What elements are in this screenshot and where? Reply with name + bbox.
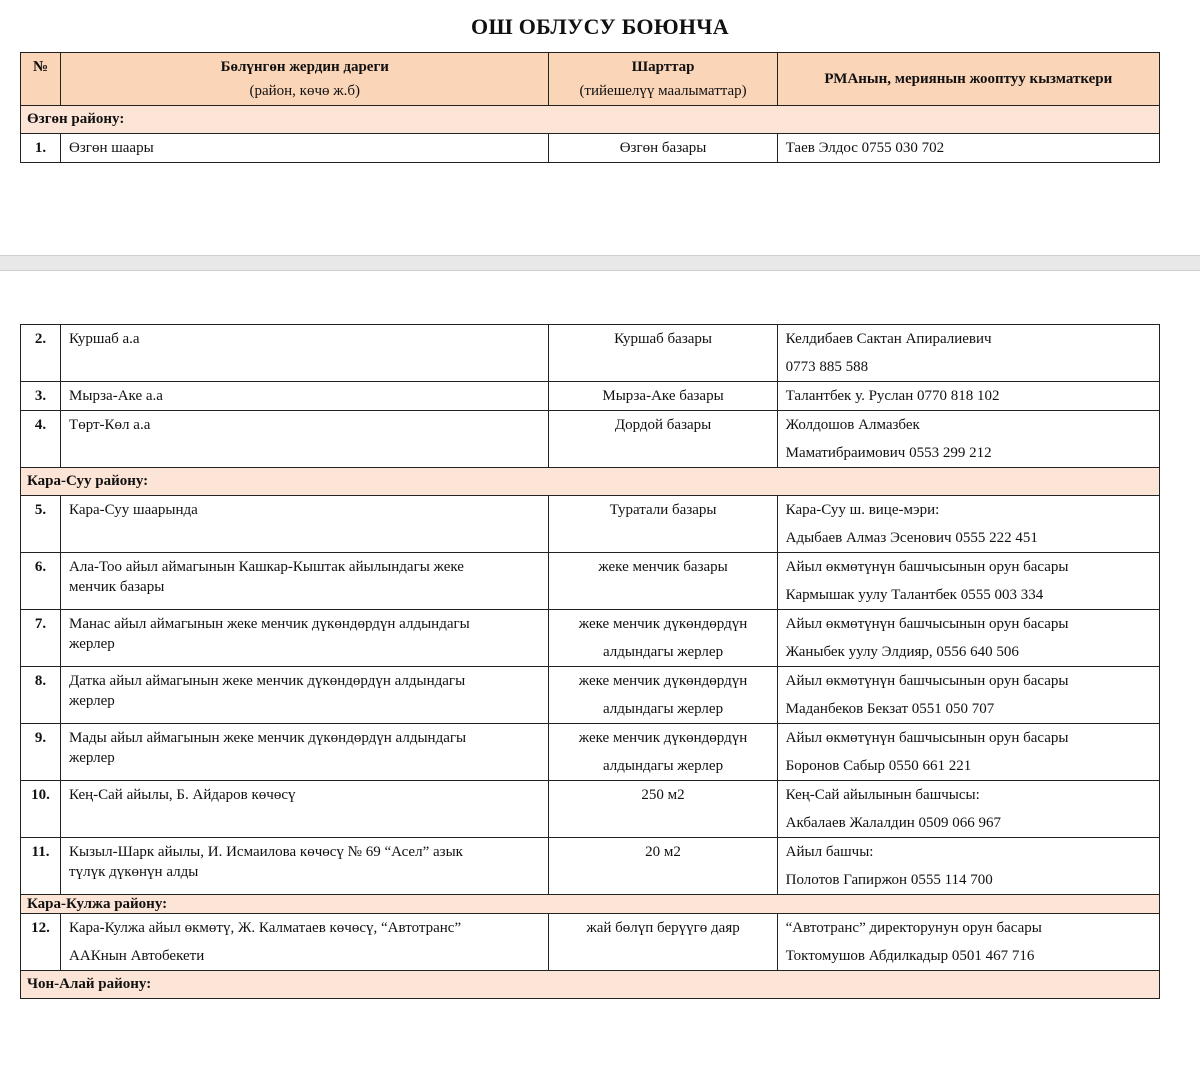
row-place: Төрт-Көл а.а — [61, 411, 549, 468]
row-place: Кең-Сай айылы, Б. Айдаров көчөсү — [61, 781, 549, 838]
row-conditions: Туратали базары — [549, 496, 777, 553]
row-place: Кызыл-Шарк айылы, И. Исмаилова көчөсү № 69 “Асел” азык түлүк дүкөнүн алды — [61, 838, 549, 895]
row-conditions: жеке менчик дүкөндөрдүн алдындагы жерлер — [549, 667, 777, 724]
table-row — [21, 134, 1160, 163]
row-place: Манас айыл аймагынын жеке менчик дүкөндөрдүн алдындагы жерлер — [61, 610, 549, 667]
district-row — [21, 106, 1160, 134]
row-number: 5. — [21, 496, 61, 553]
row-contact: Айыл өкмөтүнүн башчысынын орун басары Маданбеков Бекзат 0551 050 707 — [777, 667, 1159, 724]
row-conditions: 250 м2 — [549, 781, 777, 838]
row-number: 3. — [21, 382, 61, 411]
header-place: Бөлүнгөн жердин дареги (район, көчө ж.б) — [61, 53, 549, 106]
header-number: № — [21, 53, 61, 106]
district-label: Чон-Алай району: — [21, 971, 1160, 999]
row-place: Ала-Тоо айыл аймагынын Кашкар-Кыштак айылындагы жеке менчик базары — [61, 553, 549, 610]
row-place: Датка айыл аймагынын жеке менчик дүкөндөрдүн алдындагы жерлер — [61, 667, 549, 724]
row-contact: Келдибаев Сактан Апиралиевич 0773 885 588 — [777, 325, 1159, 382]
row-number: 6. — [21, 553, 61, 610]
row-contact: Кара-Суу ш. вице-мэри: Адыбаев Алмаз Эсенович 0555 222 451 — [777, 496, 1159, 553]
row-contact: Айыл өкмөтүнүн башчысынын орун басары Боронов Сабыр 0550 661 221 — [777, 724, 1159, 781]
row-number: 10. — [21, 781, 61, 838]
table-row — [21, 914, 1160, 971]
row-contact: Жолдошов Алмазбек Маматибраимович 0553 299 212 — [777, 411, 1159, 468]
allocation-table-part-2 — [20, 324, 1160, 999]
row-conditions: Дордой базары — [549, 411, 777, 468]
table-row — [21, 724, 1160, 781]
row-number: 7. — [21, 610, 61, 667]
district-row — [21, 468, 1160, 496]
header-contact: РМАнын, мериянын жооптуу кызматкери — [777, 53, 1159, 106]
row-conditions: Өзгөн базары — [549, 134, 777, 163]
row-contact: Талантбек у. Руслан 0770 818 102 — [777, 382, 1159, 411]
row-number: 1. — [21, 134, 61, 163]
district-label: Кара-Кулжа району: — [21, 895, 1160, 914]
row-contact: Таев Элдос 0755 030 702 — [777, 134, 1159, 163]
header-conditions: Шарттар (тийешелүү маалыматтар) — [549, 53, 777, 106]
table-row — [21, 667, 1160, 724]
row-contact: Айыл өкмөтүнүн башчысынын орун басары Кармышак уулу Талантбек 0555 003 334 — [777, 553, 1159, 610]
row-contact: Кең-Сай айылынын башчысы: Акбалаев Жалалдин 0509 066 967 — [777, 781, 1159, 838]
row-number: 11. — [21, 838, 61, 895]
row-number: 4. — [21, 411, 61, 468]
row-number: 9. — [21, 724, 61, 781]
row-number: 2. — [21, 325, 61, 382]
row-conditions: 20 м2 — [549, 838, 777, 895]
row-conditions: Мырза-Аке базары — [549, 382, 777, 411]
district-label: Өзгөн району: — [21, 106, 1160, 134]
table-row — [21, 553, 1160, 610]
document-page-1 — [0, 0, 1200, 256]
row-conditions: жеке менчик дүкөндөрдүн алдындагы жерлер — [549, 724, 777, 781]
district-label: Кара-Суу району: — [21, 468, 1160, 496]
district-row — [21, 971, 1160, 999]
table-row — [21, 610, 1160, 667]
row-number: 8. — [21, 667, 61, 724]
table-row — [21, 496, 1160, 553]
table-row — [21, 382, 1160, 411]
row-conditions: жай бөлүп берүүгө даяр — [549, 914, 777, 971]
row-conditions: Куршаб базары — [549, 325, 777, 382]
table-row — [21, 838, 1160, 895]
table-row — [21, 411, 1160, 468]
row-number: 12. — [21, 914, 61, 971]
row-place: Куршаб а.а — [61, 325, 549, 382]
table-row — [21, 781, 1160, 838]
allocation-table-part-1 — [20, 52, 1160, 163]
table-header-row — [21, 53, 1160, 106]
row-contact: Айыл өкмөтүнүн башчысынын орун басары Жаныбек уулу Элдияр, 0556 640 506 — [777, 610, 1159, 667]
row-place: Мады айыл аймагынын жеке менчик дүкөндөрдүн алдындагы жерлер — [61, 724, 549, 781]
page-title: ОШ ОБЛУСУ БОЮНЧА — [471, 14, 729, 39]
row-place: Кара-Суу шаарында — [61, 496, 549, 553]
row-place: Мырза-Аке а.а — [61, 382, 549, 411]
document-page-2 — [0, 270, 1200, 1073]
row-place: Өзгөн шаары — [61, 134, 549, 163]
table-row — [21, 325, 1160, 382]
district-row — [21, 895, 1160, 914]
row-contact: “Автотранс” директорунун орун басары Токтомушов Абдилкадыр 0501 467 716 — [777, 914, 1159, 971]
row-contact: Айыл башчы: Полотов Гапиржон 0555 114 700 — [777, 838, 1159, 895]
row-conditions: жеке менчик дүкөндөрдүн алдындагы жерлер — [549, 610, 777, 667]
row-conditions: жеке менчик базары — [549, 553, 777, 610]
row-place: Кара-Кулжа айыл өкмөтү, Ж. Калматаев көчөсү, “Автотранс” ААКнын Автобекети — [61, 914, 549, 971]
